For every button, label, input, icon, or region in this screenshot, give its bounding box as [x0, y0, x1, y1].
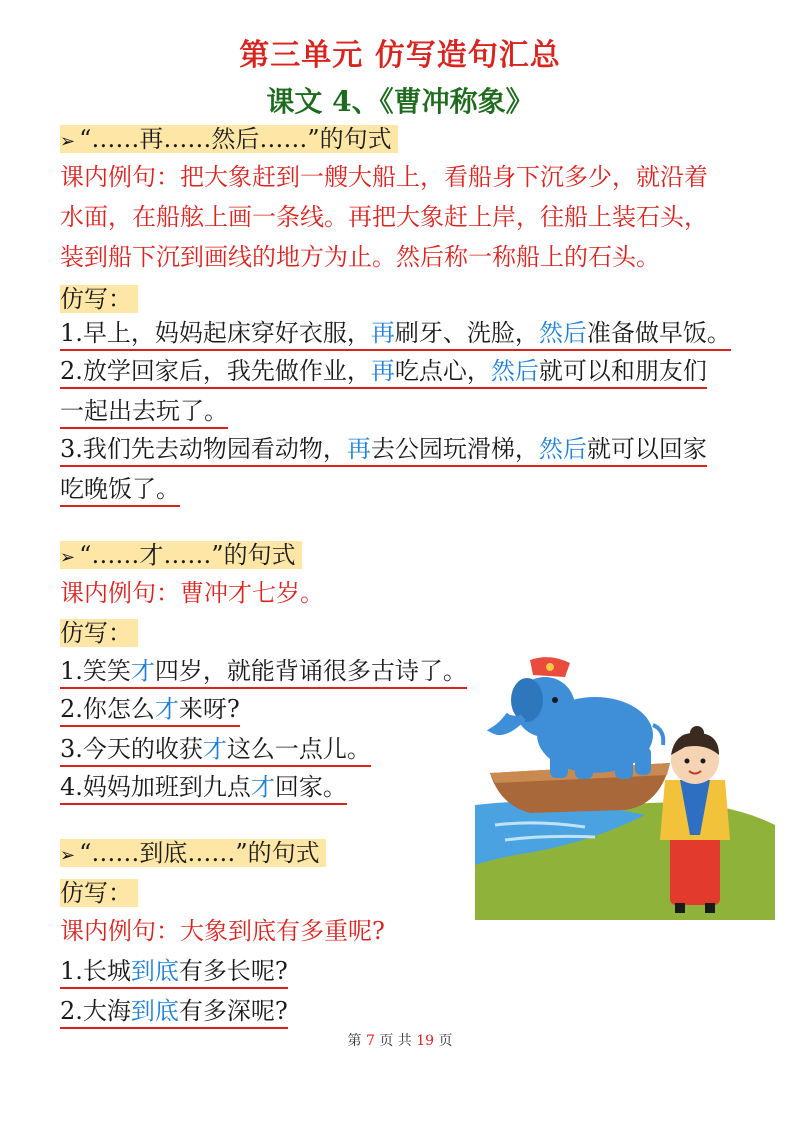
- section2-imitate-label: 仿写：: [60, 616, 138, 650]
- section2-heading: ➢ “……才……”的句式: [60, 538, 302, 575]
- page-footer: 第 7 页 共 19 页: [347, 1033, 453, 1049]
- section2-sentence1: 1.笑笑才四岁，就能背诵很多古诗了。: [60, 654, 467, 688]
- section3-imitate-label: 仿写：: [60, 876, 138, 910]
- arrow-bullet-icon: ➢: [60, 131, 76, 152]
- section1-sentence2: 2.放学回家后，我先做作业，再吃点心，然后就可以和朋友们: [60, 354, 707, 388]
- section1-heading: ➢ “……再……然后……”的句式: [60, 122, 398, 159]
- total-pages-number: 19: [416, 1033, 435, 1049]
- page-title: 第三单元 仿写造句汇总: [239, 38, 561, 73]
- current-page-number: 7: [365, 1033, 375, 1049]
- section1-sentence3-cont: 吃晚饭了。: [60, 472, 180, 506]
- section2-sentence3: 3.今天的收获才这么一点儿。: [60, 732, 371, 766]
- section3-heading: ➢ “……到底……”的句式: [60, 836, 326, 873]
- section2-example: 课内例句：曹冲才七岁。: [60, 579, 324, 607]
- section1-imitate-label: 仿写：: [60, 282, 138, 316]
- section2-sentence2: 2.你怎么才来呀?: [60, 692, 240, 726]
- section3-example: 课内例句：大象到底有多重呢?: [60, 917, 385, 945]
- arrow-bullet-icon: ➢: [60, 547, 76, 568]
- elephant: [495, 657, 663, 779]
- section1-example-line3: 装到船下沉到画线的地方为止。然后称一称船上的石头。: [60, 243, 660, 271]
- section1-sentence1: 1.早上，妈妈起床穿好衣服，再刷牙、洗脸，然后准备做早饭。: [60, 316, 731, 350]
- lesson-title: 课文 4、《曹冲称象》: [266, 85, 534, 118]
- section2-sentence4: 4.妈妈加班到九点才回家。: [60, 770, 347, 804]
- section1-sentence2-cont: 一起出去玩了。: [60, 394, 228, 428]
- section3-sentence2: 2.大海到底有多深呢?: [60, 994, 288, 1028]
- section1-sentence3: 3.我们先去动物园看动物，再去公园玩滑梯，然后就可以回家: [60, 432, 707, 466]
- arrow-bullet-icon: ➢: [60, 845, 76, 866]
- cao-chong-elephant-illustration: [475, 655, 775, 920]
- section1-example-line1: 课内例句：把大象赶到一艘大船上，看船身下沉多少，就沿着: [60, 163, 708, 191]
- section1-example-line2: 水面，在船舷上画一条线。再把大象赶上岸，往船上装石头，: [60, 203, 708, 231]
- section3-sentence1: 1.长城到底有多长呢?: [60, 954, 288, 988]
- boy-cao-chong: [660, 726, 730, 913]
